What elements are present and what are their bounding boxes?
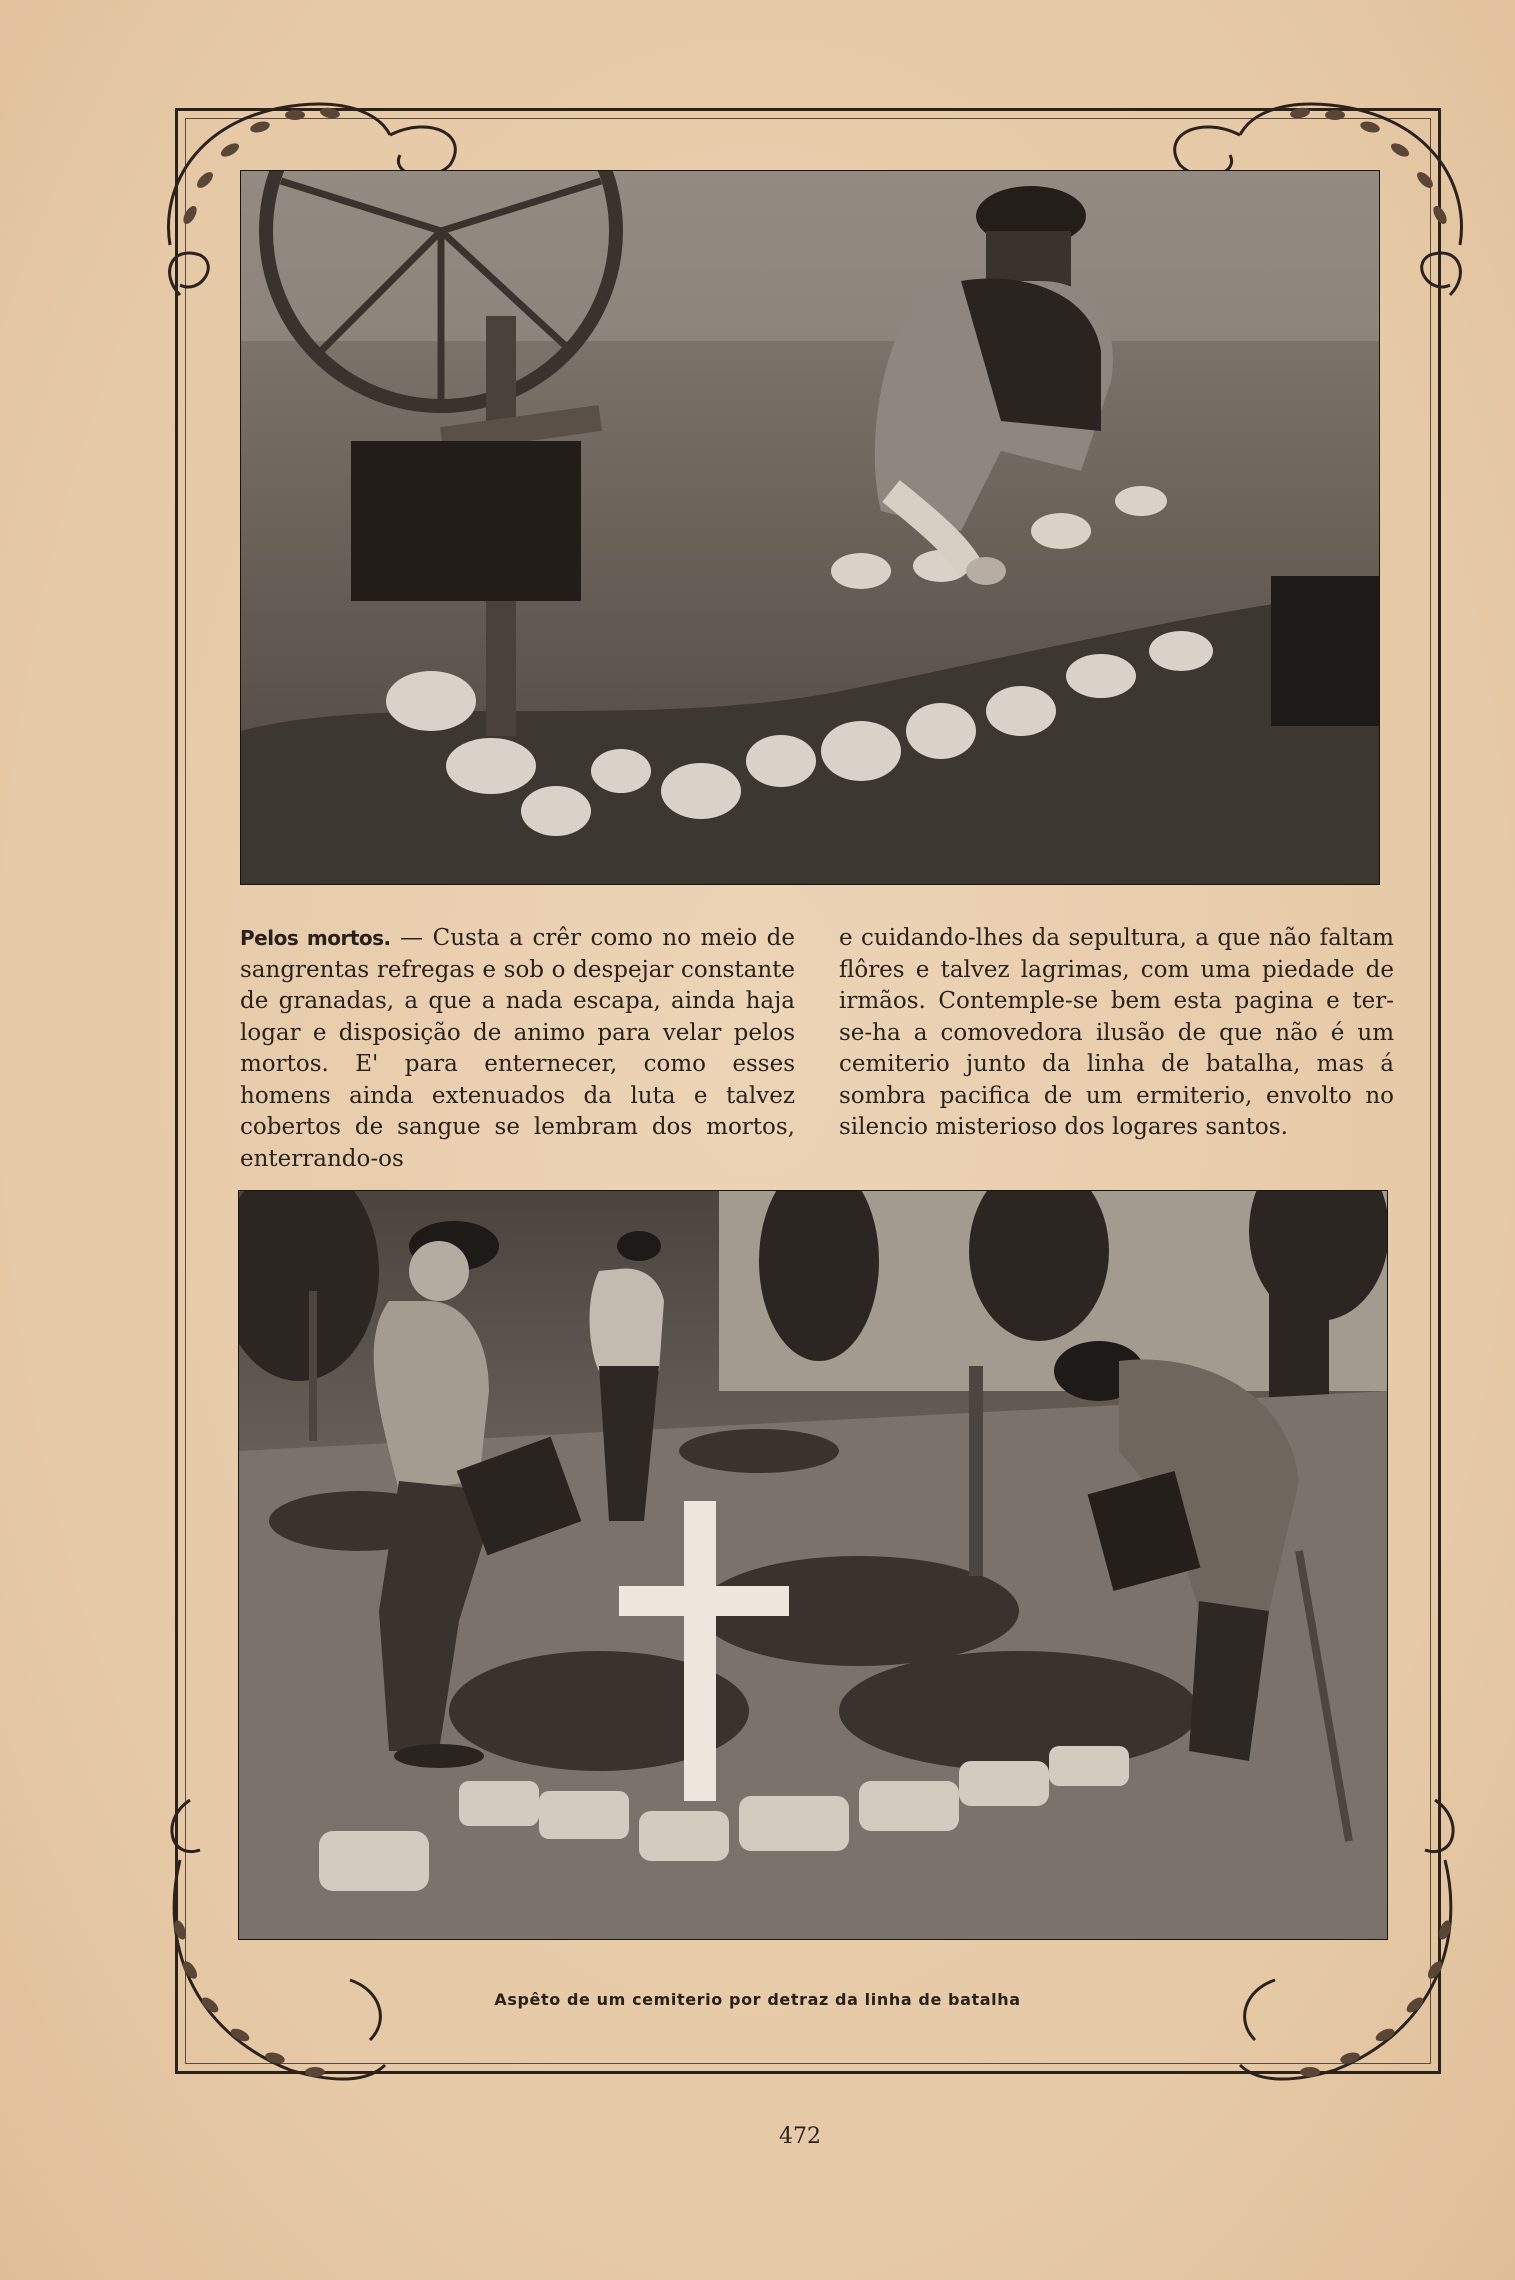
article-left-column	[240, 923, 795, 1175]
cemetery-scene-icon	[239, 1191, 1388, 1940]
page-number: 472	[779, 2124, 821, 2149]
article-right-column	[839, 923, 1394, 1144]
photo-caption: Aspêto de um cemiterio por detraz da linha de batalha	[494, 1990, 1021, 2009]
article-lead: Pelos mortos.	[240, 926, 391, 950]
grave-tending-scene-icon	[241, 171, 1380, 885]
bottom-photograph	[238, 1190, 1388, 1940]
article-left-text: — Custa a crêr como no meio de sangrentas refregas e sob o despejar constante de granadas, a que a nada escapa, ainda haja logar e disposição de animo para velar pelos mortos. E' para enternecer, como esses homens ainda extenuados da luta e talvez cobertos de sangue se lembram dos mortos, enterrando-os	[240, 925, 795, 1172]
top-photograph	[240, 170, 1380, 885]
article-right-text: e cuidando-lhes da sepultura, a que não faltam flôres e talvez lagrimas, com uma piedade de irmãos. Contemple-se bem esta pagina e ter-se-ha a comovedora ilusão de que não é um cemiterio junto da linha de batalha, mas á sombra pacifica de um ermiterio, envolto no silencio misterioso dos logares santos.	[839, 925, 1394, 1140]
